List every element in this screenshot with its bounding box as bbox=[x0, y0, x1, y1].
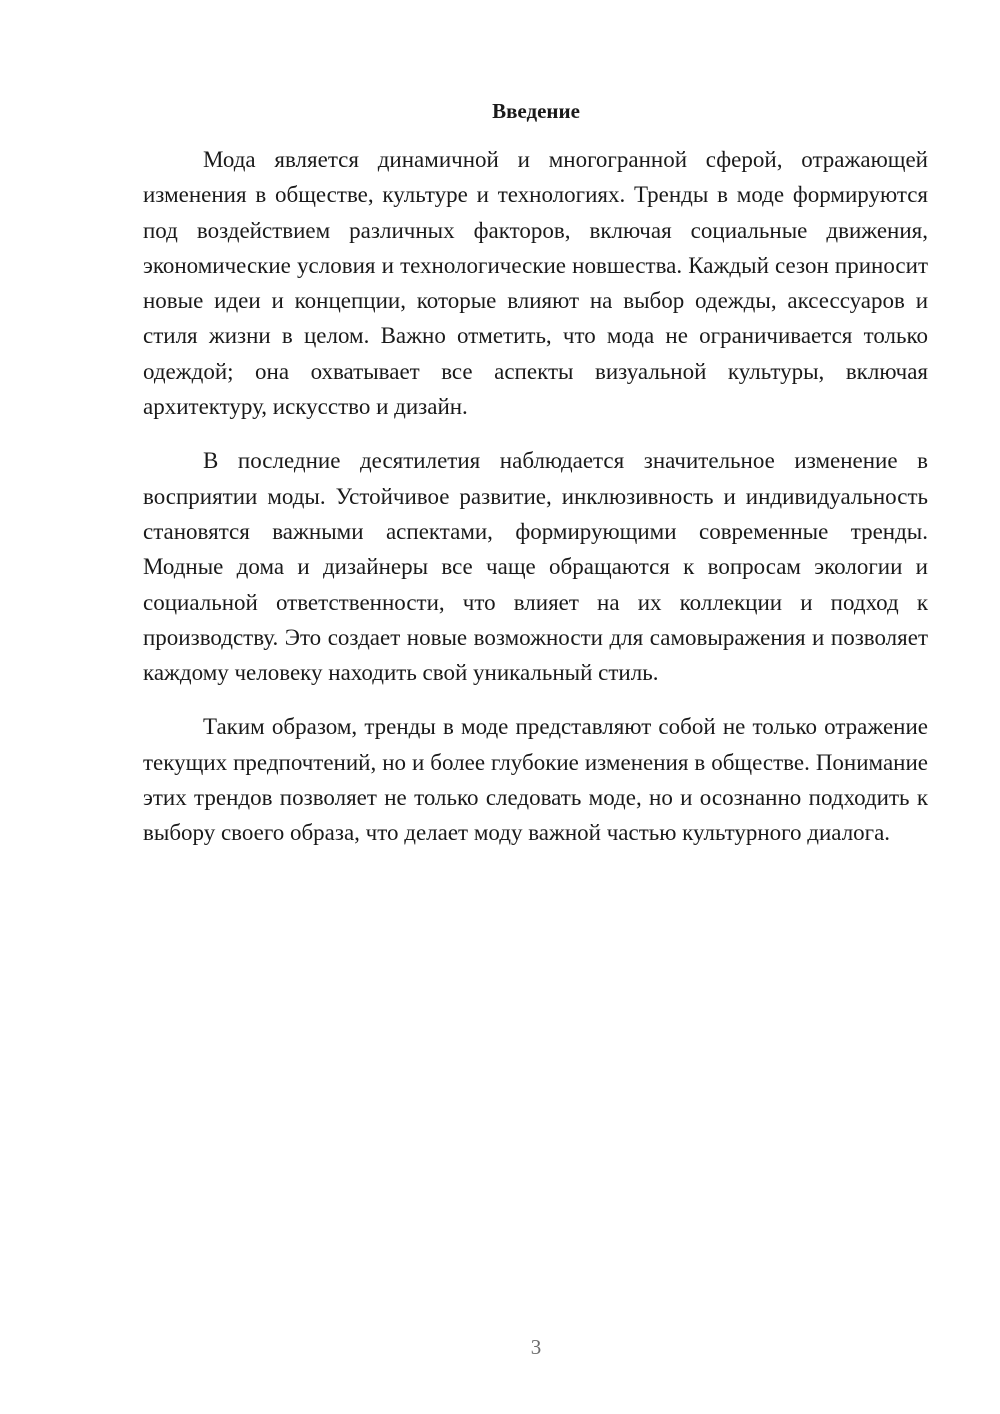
paragraph-1: Мода является динамичной и многогранной сферой, отражающей изменения в обществе, культуре и технологиях. Тренды в моде формируются под воздействием различных факторов, включая социальные движения, экономические условия и технологические новшества. Каждый сезон приносит новые идеи и концепции, которые влияют на выбор одежды, аксессуаров и стиля жизни в целом. Важно отметить, что мода не ограничивается только одеждой; она охватывает все аспекты визуальной культуры, включая архитектуру, искусство и дизайн. bbox=[143, 147, 928, 420]
document-body bbox=[143, 142, 928, 870]
paragraph-3: Таким образом, тренды в моде представляют собой не только отражение текущих предпочтений, но и более глубокие изменения в обществе. Понимание этих трендов позволяет не только следовать моде, но и осознанно подходить к выбору своего образа, что делает моду важной частью культурного диалога. bbox=[143, 714, 928, 846]
paragraph-2: В последние десятилетия наблюдается значительное изменение в восприятии моды. Устойчивое развитие, инклюзивность и индивидуальность становятся важными аспектами, формирующими современные тренды. Модные дома и дизайнеры все чаще обращаются к вопросам экологии и социальной ответственности, что влияет на их коллекции и подход к производству. Это создает новые возможности для самовыражения и позволяет каждому человеку находить свой уникальный стиль. bbox=[143, 448, 928, 686]
page-title: Введение bbox=[492, 99, 580, 123]
page-number: 3 bbox=[530, 1335, 542, 1359]
